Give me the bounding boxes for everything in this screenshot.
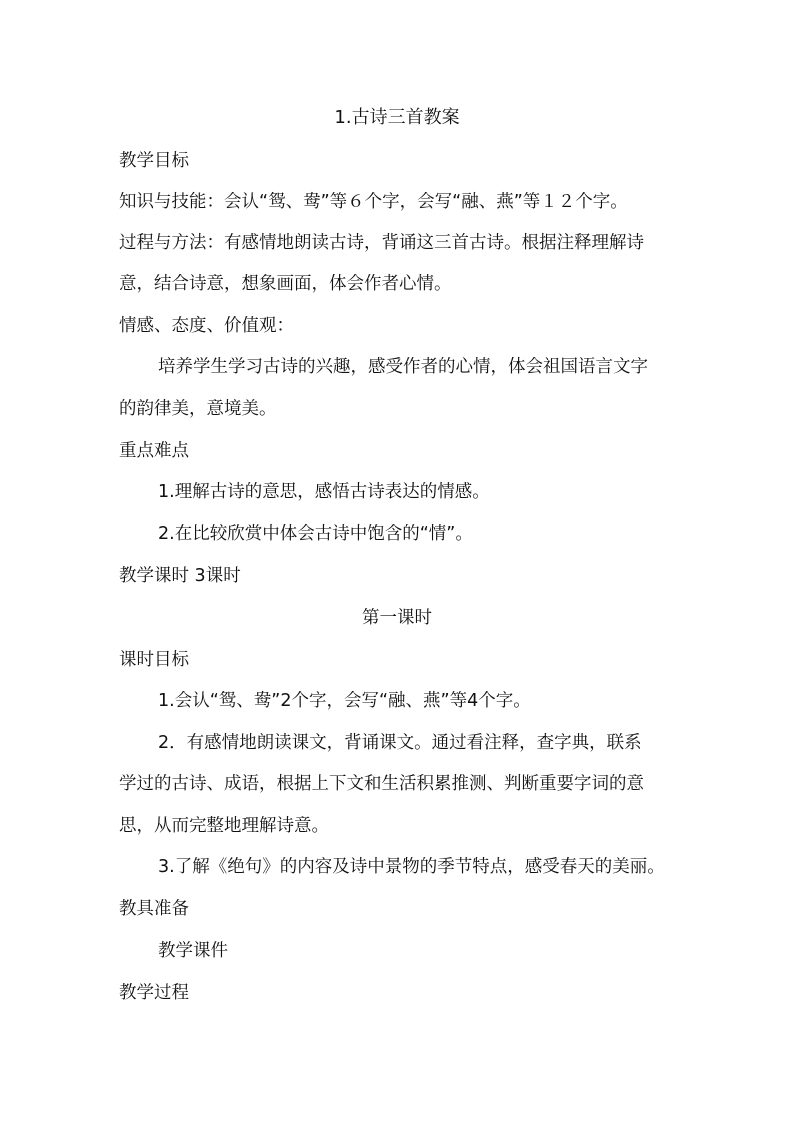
objectives-heading: 教学目标: [119, 151, 189, 171]
class-hours-text: 教学课时 3课时: [119, 566, 241, 586]
lesson-goal-2-line-1: 2．有感情地朗读课文，背诵课文。通过看注释，查字典，联系: [158, 733, 642, 753]
lesson-goal-1: 1.会认“鸳、鸯”2个字，会写“融、燕”等4个字。: [158, 691, 531, 711]
attitudes-heading: 情感、态度、价值观：: [119, 316, 294, 336]
lesson-one-title: 第一课时: [362, 608, 432, 628]
attitudes-text-line-2: 的韵律美，意境美。: [119, 399, 277, 419]
key-point-1: 1.理解古诗的意思，感悟古诗表达的情感。: [158, 482, 490, 502]
process-methods-text-line-2: 意，结合诗意，想象画面，体会作者心情。: [119, 274, 452, 294]
materials-item: 教学课件: [158, 941, 228, 961]
process-methods-text-line-1: 过程与方法：有感情地朗读古诗，背诵这三首古诗。根据注释理解诗: [119, 233, 644, 253]
process-heading: 教学过程: [119, 983, 189, 1003]
lesson-goal-2-line-3: 思，从而完整地理解诗意。: [119, 816, 329, 836]
attitudes-text-line-1: 培养学生学习古诗的兴趣，感受作者的心情，体会祖国语言文字: [158, 357, 648, 377]
key-point-2: 2.在比较欣赏中体会古诗中饱含的“情”。: [158, 524, 473, 544]
lesson-goals-heading: 课时目标: [119, 650, 189, 670]
lesson-goal-2-line-2: 学过的古诗、成语，根据上下文和生活积累推测、判断重要字词的意: [119, 774, 644, 794]
document-title: 1.古诗三首教案: [334, 107, 460, 128]
lesson-goal-3: 3.了解《绝句》的内容及诗中景物的季节特点，感受春天的美丽。: [158, 857, 665, 877]
knowledge-skills-text: 知识与技能：会认“鸳、鸯”等６个字，会写“融、燕”等１２个字。: [119, 192, 628, 212]
key-points-heading: 重点难点: [119, 441, 189, 461]
materials-heading: 教具准备: [119, 899, 189, 919]
